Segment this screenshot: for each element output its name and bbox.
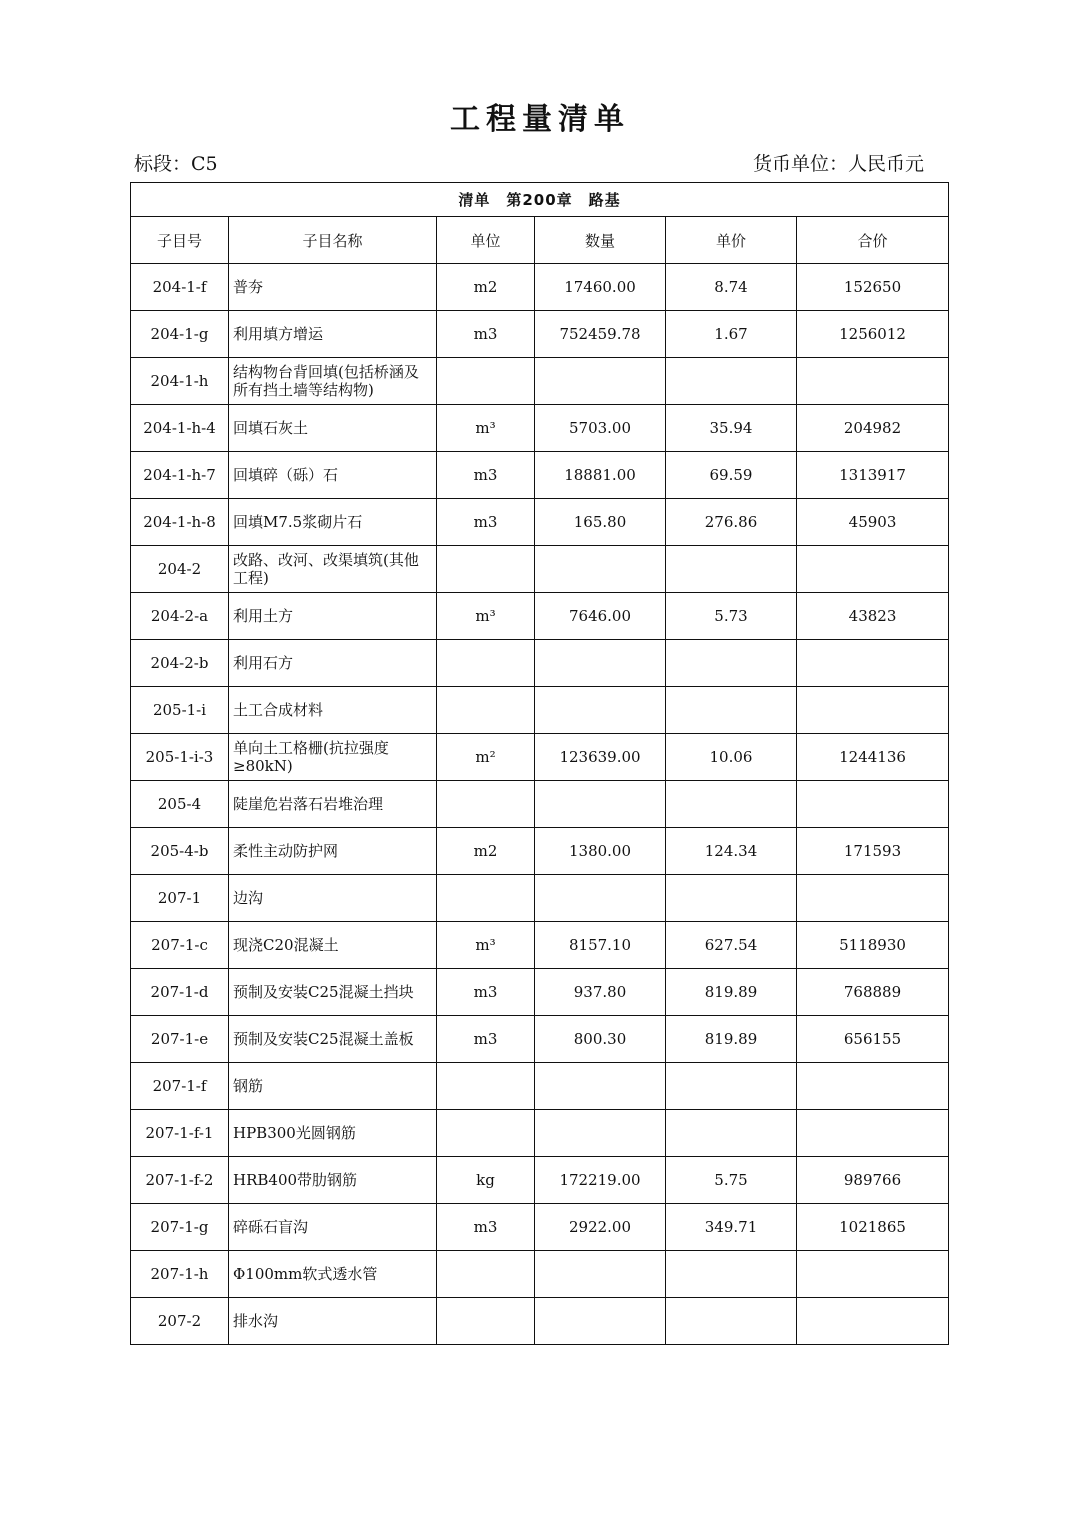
cell-code: 207-1-d [131, 969, 229, 1016]
cell-unit [437, 1251, 535, 1298]
cell-name [229, 1204, 437, 1251]
cell-qty: 165.80 [535, 499, 666, 546]
cell-total: 43823 [797, 593, 949, 640]
cell-total: 5118930 [797, 922, 949, 969]
currency-label: 货币单位：人民币元 [752, 153, 924, 175]
cell-code: 205-1-i-3 [131, 734, 229, 781]
table-row [131, 1016, 949, 1063]
cell-qty: 1380.00 [535, 828, 666, 875]
cell-unit: m³ [437, 593, 535, 640]
cell-code: 207-1 [131, 875, 229, 922]
cell-total: 656155 [797, 1016, 949, 1063]
cell-price [666, 358, 797, 405]
cell-qty: 2922.00 [535, 1204, 666, 1251]
item-name-text: 结构物台背回填(包括桥涵及所有挡土墙等结构物) [233, 363, 419, 399]
cell-name [229, 405, 437, 452]
cell-price [666, 1063, 797, 1110]
item-name-text: 排水沟 [233, 1312, 279, 1330]
cell-name [229, 358, 437, 405]
cell-code: 207-1-f [131, 1063, 229, 1110]
item-name-text: 回填M7.5浆砌片石 [233, 513, 363, 531]
cell-qty: 8157.10 [535, 922, 666, 969]
cell-qty [535, 875, 666, 922]
cell-total [797, 1298, 949, 1345]
cell-total [797, 1110, 949, 1157]
item-name-text: 碎砾石盲沟 [233, 1218, 309, 1236]
cell-unit: m3 [437, 499, 535, 546]
cell-price: 627.54 [666, 922, 797, 969]
cell-unit: m3 [437, 1204, 535, 1251]
item-name-text: 土工合成材料 [233, 701, 324, 719]
cell-total [797, 546, 949, 593]
cell-qty [535, 1251, 666, 1298]
cell-price: 10.06 [666, 734, 797, 781]
cell-name [229, 969, 437, 1016]
item-name-text: HPB300光圆钢筋 [233, 1124, 356, 1142]
cell-qty [535, 1298, 666, 1345]
cell-name [229, 687, 437, 734]
item-name-text: 回填碎（砾）石 [233, 466, 339, 484]
table-row [131, 1157, 949, 1204]
table-row [131, 875, 949, 922]
item-name-text: 回填石灰土 [233, 419, 309, 437]
cell-qty: 5703.00 [535, 405, 666, 452]
cell-name [229, 734, 437, 781]
cell-unit: m3 [437, 452, 535, 499]
cell-price: 819.89 [666, 1016, 797, 1063]
cell-unit: m2 [437, 264, 535, 311]
cell-qty [535, 687, 666, 734]
cell-total: 1313917 [797, 452, 949, 499]
item-name-text: 单向土工格栅(抗拉强度≥80kN) [233, 739, 389, 775]
item-name-text: 陡崖危岩落石岩堆治理 [233, 795, 384, 813]
table-row [131, 1298, 949, 1345]
cell-code: 207-1-f-1 [131, 1110, 229, 1157]
cell-qty [535, 546, 666, 593]
table-row [131, 734, 949, 781]
table-row [131, 781, 949, 828]
table-row [131, 640, 949, 687]
cell-unit [437, 687, 535, 734]
cell-total [797, 875, 949, 922]
cell-qty [535, 781, 666, 828]
cell-name [229, 1157, 437, 1204]
cell-code: 207-1-f-2 [131, 1157, 229, 1204]
cell-code: 205-1-i [131, 687, 229, 734]
cell-total: 204982 [797, 405, 949, 452]
cell-total: 989766 [797, 1157, 949, 1204]
cell-code: 204-1-f [131, 264, 229, 311]
cell-total: 1021865 [797, 1204, 949, 1251]
cell-qty: 7646.00 [535, 593, 666, 640]
cell-price [666, 1251, 797, 1298]
cell-code: 204-1-h-8 [131, 499, 229, 546]
cell-price: 276.86 [666, 499, 797, 546]
cell-unit: kg [437, 1157, 535, 1204]
cell-code: 204-2-b [131, 640, 229, 687]
header-price: 单价 [666, 217, 797, 264]
cell-unit [437, 546, 535, 593]
cell-qty [535, 1063, 666, 1110]
cell-qty: 752459.78 [535, 311, 666, 358]
table-row [131, 1251, 949, 1298]
cell-name [229, 828, 437, 875]
table-row [131, 499, 949, 546]
cell-unit [437, 875, 535, 922]
item-name-text: 预制及安装C25混凝土挡块 [233, 983, 414, 1001]
cell-price: 69.59 [666, 452, 797, 499]
cell-qty: 17460.00 [535, 264, 666, 311]
cell-qty: 123639.00 [535, 734, 666, 781]
section-title-row [131, 183, 949, 217]
cell-unit: m3 [437, 311, 535, 358]
cell-unit: m3 [437, 1016, 535, 1063]
cell-total [797, 358, 949, 405]
bill-of-quantities-table [130, 182, 949, 1345]
cell-unit: m³ [437, 405, 535, 452]
item-name-text: 预制及安装C25混凝土盖板 [233, 1030, 414, 1048]
cell-total: 152650 [797, 264, 949, 311]
cell-unit [437, 1298, 535, 1345]
cell-code: 207-1-c [131, 922, 229, 969]
cell-code: 207-1-g [131, 1204, 229, 1251]
table-row [131, 1063, 949, 1110]
cell-total [797, 640, 949, 687]
cell-price: 349.71 [666, 1204, 797, 1251]
cell-unit [437, 781, 535, 828]
item-name-text: 利用土方 [233, 607, 294, 625]
cell-price: 5.73 [666, 593, 797, 640]
cell-qty: 172219.00 [535, 1157, 666, 1204]
cell-total: 1256012 [797, 311, 949, 358]
cell-name [229, 546, 437, 593]
cell-price [666, 546, 797, 593]
cell-total [797, 781, 949, 828]
table-row [131, 311, 949, 358]
cell-unit: m3 [437, 969, 535, 1016]
cell-price [666, 781, 797, 828]
cell-qty [535, 358, 666, 405]
item-name-text: 普夯 [233, 278, 264, 296]
header-name: 子目名称 [229, 217, 437, 264]
cell-price [666, 687, 797, 734]
cell-qty: 18881.00 [535, 452, 666, 499]
cell-unit: m2 [437, 828, 535, 875]
table-row [131, 452, 949, 499]
table-row [131, 922, 949, 969]
item-name-text: 利用填方增运 [233, 325, 324, 343]
cell-name [229, 311, 437, 358]
cell-name [229, 1016, 437, 1063]
cell-total [797, 687, 949, 734]
cell-unit [437, 358, 535, 405]
table-row [131, 264, 949, 311]
cell-name [229, 593, 437, 640]
cell-code: 204-2 [131, 546, 229, 593]
item-name-text: 柔性主动防护网 [233, 842, 339, 860]
item-name-text: 改路、改河、改渠填筑(其他工程) [233, 551, 419, 587]
cell-name [229, 1298, 437, 1345]
item-name-text: 现浇C20混凝土 [233, 936, 339, 954]
cell-price: 5.75 [666, 1157, 797, 1204]
item-name-text: 边沟 [233, 889, 264, 907]
header-total: 合价 [797, 217, 949, 264]
table-row [131, 546, 949, 593]
cell-code: 204-1-h-7 [131, 452, 229, 499]
cell-code: 204-1-h-4 [131, 405, 229, 452]
section-title: 清单 第200章 路基 [131, 183, 949, 217]
cell-code: 207-1-e [131, 1016, 229, 1063]
item-name-text: Φ100mm软式透水管 [233, 1265, 378, 1283]
cell-name [229, 1063, 437, 1110]
item-name-text: 钢筋 [233, 1077, 264, 1095]
cell-price [666, 1110, 797, 1157]
cell-price: 819.89 [666, 969, 797, 1016]
cell-qty [535, 640, 666, 687]
header-row [131, 217, 949, 264]
table-row [131, 1204, 949, 1251]
cell-code: 204-1-h [131, 358, 229, 405]
cell-code: 205-4-b [131, 828, 229, 875]
table-row [131, 687, 949, 734]
cell-total: 768889 [797, 969, 949, 1016]
table-row [131, 969, 949, 1016]
cell-unit: m² [437, 734, 535, 781]
cell-price [666, 1298, 797, 1345]
cell-qty [535, 1110, 666, 1157]
cell-total [797, 1251, 949, 1298]
cell-name [229, 781, 437, 828]
table-body [131, 264, 949, 1345]
cell-name [229, 499, 437, 546]
item-name-text: 利用石方 [233, 654, 294, 672]
item-name-text: HRB400带肋钢筋 [233, 1171, 358, 1189]
cell-total: 171593 [797, 828, 949, 875]
cell-price: 124.34 [666, 828, 797, 875]
cell-code: 207-2 [131, 1298, 229, 1345]
cell-code: 205-4 [131, 781, 229, 828]
cell-unit [437, 1063, 535, 1110]
cell-total: 1244136 [797, 734, 949, 781]
cell-name [229, 875, 437, 922]
cell-unit: m³ [437, 922, 535, 969]
cell-name [229, 264, 437, 311]
cell-price: 8.74 [666, 264, 797, 311]
table-row [131, 358, 949, 405]
cell-name [229, 640, 437, 687]
cell-price [666, 875, 797, 922]
document-title: 工程量清单 [450, 102, 630, 137]
cell-name [229, 1110, 437, 1157]
table-row [131, 593, 949, 640]
cell-name [229, 452, 437, 499]
cell-total [797, 1063, 949, 1110]
cell-price: 1.67 [666, 311, 797, 358]
cell-name [229, 1251, 437, 1298]
header-unit: 单位 [437, 217, 535, 264]
cell-total: 45903 [797, 499, 949, 546]
section-label: 标段：C5 [134, 153, 218, 175]
cell-qty: 800.30 [535, 1016, 666, 1063]
cell-price: 35.94 [666, 405, 797, 452]
table-row [131, 405, 949, 452]
header-code: 子目号 [131, 217, 229, 264]
cell-name [229, 922, 437, 969]
header-qty: 数量 [535, 217, 666, 264]
cell-code: 204-1-g [131, 311, 229, 358]
cell-qty: 937.80 [535, 969, 666, 1016]
cell-price [666, 640, 797, 687]
table-row [131, 828, 949, 875]
cell-code: 204-2-a [131, 593, 229, 640]
cell-unit [437, 640, 535, 687]
table-row [131, 1110, 949, 1157]
cell-code: 207-1-h [131, 1251, 229, 1298]
cell-unit [437, 1110, 535, 1157]
